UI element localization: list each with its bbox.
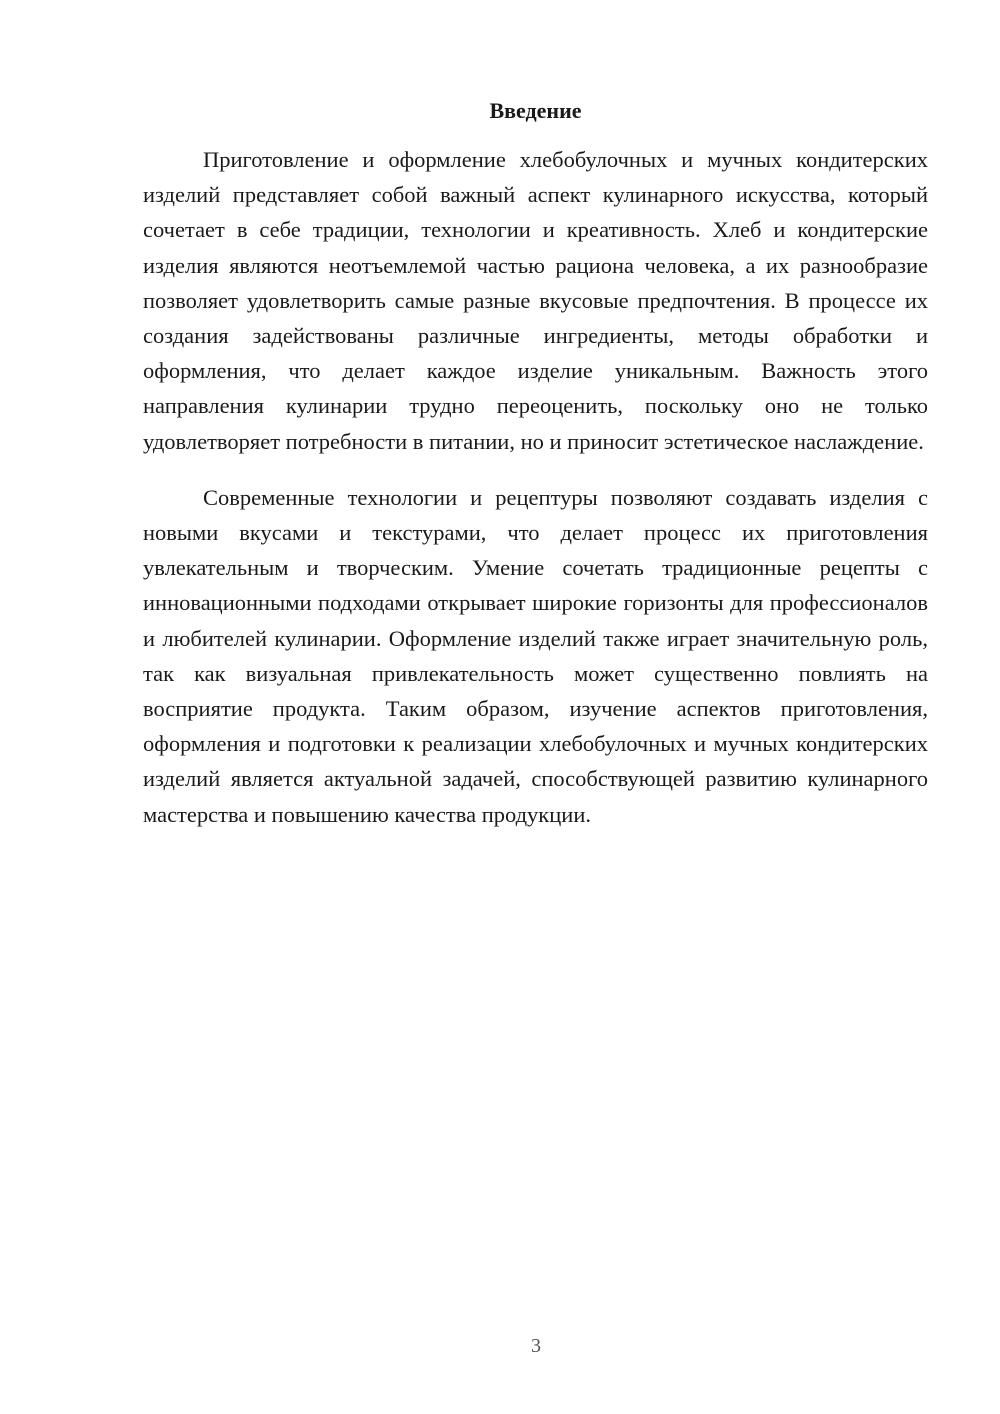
document-body	[143, 94, 928, 832]
paragraph-technologies: Современные технологии и рецептуры позволяют создавать изделия с новыми вкусами и текстурами, что делает процесс их приготовления увлекательным и творческим. Умение сочетать традиционные рецепты с инновационными подходами открывает широкие горизонты для профессионалов и любителей кулинарии. Оформление изделий также играет значительную роль, так как визуальная привлекательность может существенно повлиять на восприятие продукта. Таким образом, изучение аспектов приготовления, оформления и подготовки к реализации хлебобулочных и мучных кондитерских изделий является актуальной задачей, способствующей развитию кулинарного мастерства и повышению качества продукции.	[143, 484, 928, 827]
paragraph-intro: Приготовление и оформление хлебобулочных и мучных кондитерских изделий представляет собой важный аспект кулинарного искусства, который сочетает в себе традиции, технологии и креативность. Хлеб и кондитерские изделия являются неотъемлемой частью рациона человека, а их разнообразие позволяет удовлетворить самые разные вкусовые предпочтения. В процессе их создания задействованы различные ингредиенты, методы обработки и оформления, что делает каждое изделие уникальным. Важность этого направления кулинарии трудно переоценить, поскольку оно не только удовлетворяет потребности в питании, но и приносит эстетическое наслаждение.	[143, 147, 928, 454]
page-title: Введение	[489, 98, 582, 123]
page-number: 3	[531, 1335, 541, 1357]
